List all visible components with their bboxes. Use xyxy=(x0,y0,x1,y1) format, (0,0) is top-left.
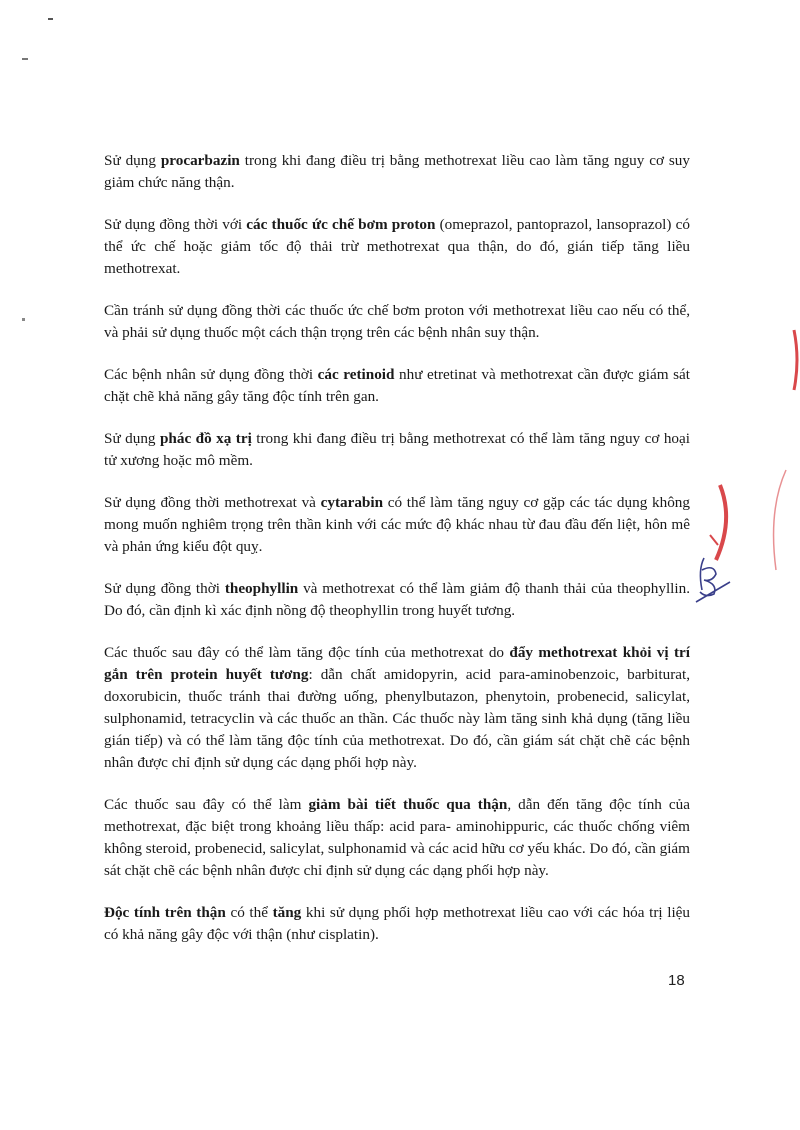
text-run: (omeprazol, pantoprazol, lansoprazol) có thể ức chế hoặc giảm tốc độ thải trừ methotrexat qua thận, do đó, gián tiếp tăng liều methotrexat. xyxy=(104,216,690,277)
bold-term: đẩy methotrexat khỏi vị trí gắn trên protein huyết tương xyxy=(104,644,690,683)
bold-term: giảm bài tiết thuốc qua thận xyxy=(308,796,508,813)
text-run: Sử dụng xyxy=(104,430,160,447)
text-run: và methotrexat có thể làm giảm độ thanh thải của theophyllin. Do đó, cần định kì xác định nồng độ theophyllin trong huyết tương. xyxy=(104,580,691,619)
bold-term: Độc tính trên thận xyxy=(104,904,226,921)
paragraph xyxy=(104,642,690,774)
bold-term: tăng xyxy=(272,904,302,921)
paragraph xyxy=(104,492,690,558)
scan-speck xyxy=(22,318,25,321)
paragraph xyxy=(104,794,690,882)
bold-term: procarbazin xyxy=(160,152,240,169)
text-run: Các thuốc sau đây có thể làm tăng độc tính của methotrexat do xyxy=(104,644,510,661)
page-number: 18 xyxy=(668,972,685,989)
body-text xyxy=(104,150,690,966)
paragraph xyxy=(104,902,690,946)
scan-speck xyxy=(22,58,28,60)
paragraph xyxy=(104,300,690,344)
bold-term: cytarabin xyxy=(320,494,384,511)
text-run: Sử dụng đồng thời methotrexat và xyxy=(104,494,321,511)
text-run: trong khi đang điều trị bằng methotrexat liều cao làm tăng nguy cơ suy giảm chức năng thận. xyxy=(104,152,690,191)
paragraph xyxy=(104,214,690,280)
text-run: Sử dụng đồng thời xyxy=(104,580,225,597)
text-run: có thể làm tăng nguy cơ gặp các tác dụng không mong muốn nghiêm trọng trên thần kinh với các mức độ khác nhau từ đau đầu đến liệt, hôn mê và phản ứng kiểu đột quỵ. xyxy=(104,494,690,555)
bold-term: các retinoid xyxy=(317,366,395,383)
paragraph xyxy=(104,364,690,408)
signature-mark xyxy=(690,550,740,610)
paragraph xyxy=(104,578,690,622)
scan-speck xyxy=(48,18,53,20)
text-run: như etretinat và methotrexat cần được giám sát chặt chẽ khả năng gây tăng độc tính trên gan. xyxy=(104,366,690,405)
text-run: , dẫn đến tăng độc tính của methotrexat, đặc biệt trong khoảng liều thấp: acid para- aminohippuric, các thuốc chống viêm không steroid, probenecid, salicylat, sulphonamid và các acid hữu cơ yếu khác. Do đó, cần giám sát chặt chẽ các bệnh nhân được chỉ định sử dụng các dạng phối hợp này. xyxy=(104,796,690,879)
text-run: Sử dụng đồng thời với xyxy=(104,216,247,233)
text-run: : dẫn chất amidopyrin, acid para-aminobenzoic, barbiturat, doxorubicin, thuốc tránh thai đường uống, phenylbutazon, phenytoin, probenecid, salicylat, sulphonamid, tetracyclin và các thuốc an thần. Các thuốc này làm tăng sinh khả dụng (tăng liều gián tiếp) và có thể làm tăng độc tính của methotrexat. Do đó, cần giám sát chặt chẽ các bệnh nhân được chỉ định sử dụng các dạng phối hợp này. xyxy=(104,666,691,771)
text-run: Các bệnh nhân sử dụng đồng thời xyxy=(104,366,318,383)
paragraph xyxy=(104,428,690,472)
bold-term: theophyllin xyxy=(224,580,299,597)
text-run: trong khi đang điều trị bằng methotrexat có thể làm tăng nguy cơ hoại tử xương hoặc mô mềm. xyxy=(104,430,690,469)
text-run: có thể xyxy=(225,904,273,921)
bold-term: các thuốc ức chế bơm proton xyxy=(246,216,436,233)
paragraph xyxy=(104,150,690,194)
text-run: Sử dụng xyxy=(104,152,161,169)
bold-term: phác đồ xạ trị xyxy=(159,430,252,447)
text-run: Cần tránh sử dụng đồng thời các thuốc ức chế bơm proton với methotrexat liều cao nếu có thể, và phải sử dụng thuốc một cách thận trọng trên các bệnh nhân suy thận. xyxy=(104,302,690,341)
text-run: khi sử dụng phối hợp methotrexat liều cao với các hóa trị liệu có khả năng gây độc với thận (như cisplatin). xyxy=(104,904,691,943)
text-run: Các thuốc sau đây có thể làm xyxy=(104,796,309,813)
